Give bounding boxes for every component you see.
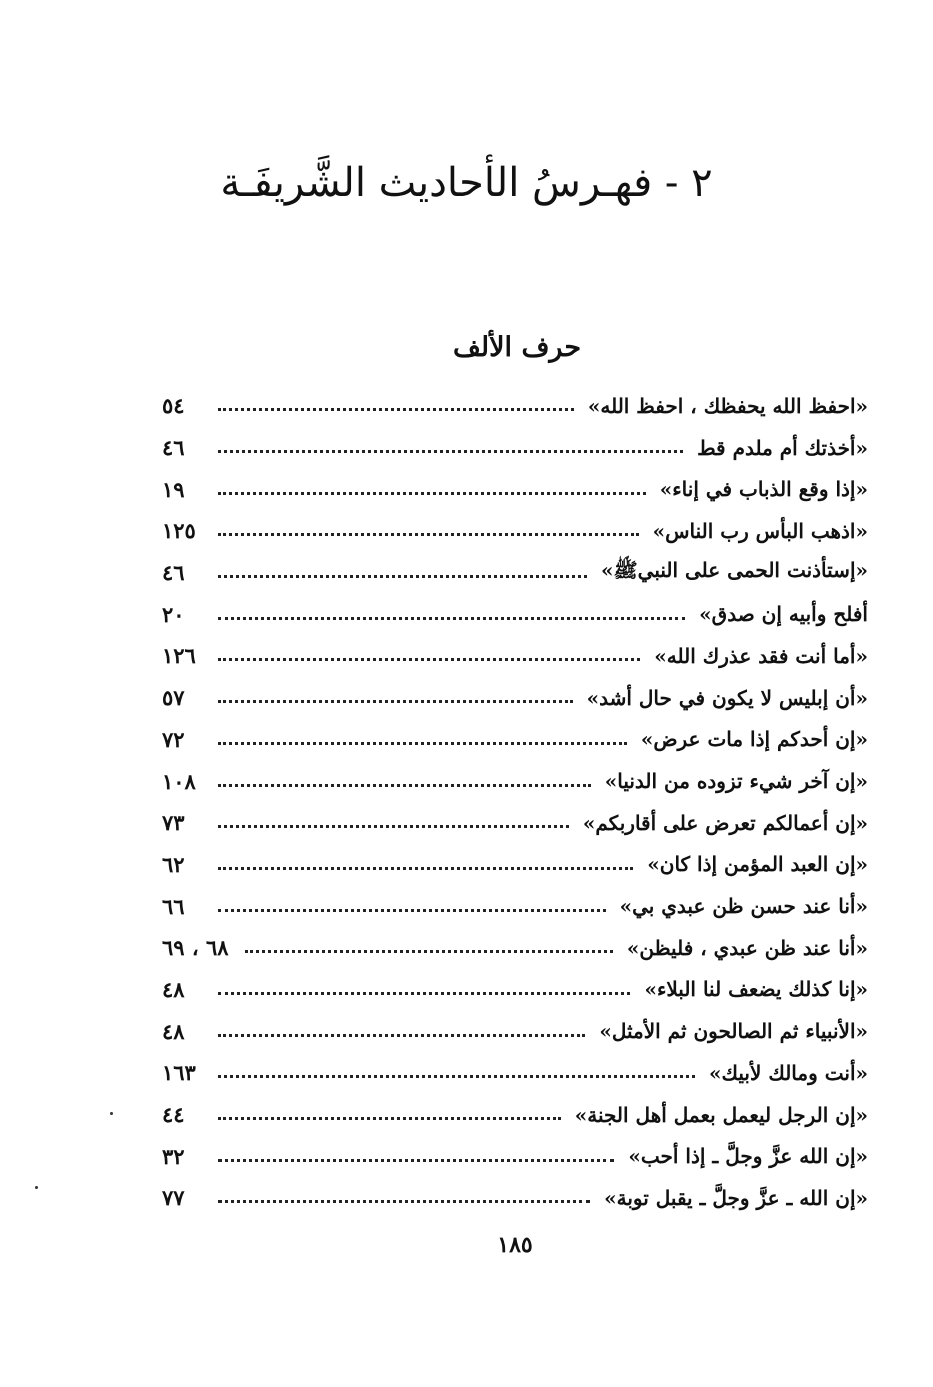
hadith-text: «إنا كذلك يضعف لنا البلاء» — [644, 977, 868, 1002]
section-heading: حرف الألف — [452, 332, 582, 363]
index-entry — [162, 1010, 868, 1052]
page-reference: ٧٢ — [162, 726, 185, 752]
index-entry — [162, 1052, 868, 1094]
dot-leader — [218, 492, 646, 495]
page-reference: ٦٢ — [162, 851, 185, 877]
page-reference: ٤٨ — [162, 1018, 185, 1044]
page-reference: ١٢٥ — [162, 518, 196, 544]
index-entry — [162, 510, 868, 552]
hadith-text: «أخذتك أم ملدم قط — [697, 435, 868, 460]
page-reference: ٤٦ — [162, 560, 185, 586]
page-reference: ١٢٦ — [162, 643, 196, 669]
index-entry — [162, 593, 868, 635]
index-entry — [162, 385, 868, 427]
hadith-text: «أما أنت فقد عذرك الله» — [654, 643, 868, 668]
hadith-text: أفلح وأبيه إن صدق» — [699, 602, 868, 627]
dot-leader — [218, 408, 574, 411]
dot-leader — [218, 617, 685, 620]
index-entry — [162, 427, 868, 469]
index-entry — [162, 760, 868, 802]
dot-leader — [218, 784, 591, 787]
dot-leader — [218, 742, 627, 745]
page-title: ٢ - فهـرسُ الأحاديث الشَّريفَـة — [220, 160, 713, 206]
hadith-text: «إن الله عزَّ وجلَّ ـ إذا أحب» — [628, 1144, 868, 1169]
dot-leader — [218, 533, 639, 536]
hadith-text: «إذا وقع الذباب في إناء» — [659, 477, 868, 502]
hadith-text: «أنا عند حسن ظن عبدي بي» — [619, 894, 868, 919]
page-reference: ٧٣ — [162, 810, 185, 836]
hadith-text: «إن العبد المؤمن إذا كان» — [647, 852, 868, 877]
hadith-text: «أنت ومالك لأبيك» — [709, 1060, 868, 1085]
dot-leader — [218, 825, 569, 828]
page-reference: ٣٢ — [162, 1143, 185, 1169]
hadith-text: «إن آخر شيء تزوده من الدنيا» — [604, 769, 868, 794]
dot-leader — [218, 575, 587, 578]
page-reference: ٤٦ — [162, 435, 185, 461]
index-entry — [162, 885, 868, 927]
hadith-text: «اذهب البأس رب الناس» — [652, 518, 868, 543]
hadith-text: «إن الله ـ عزَّ وجلَّ ـ يقبل توبة» — [604, 1185, 868, 1210]
hadith-text: «إن أعمالكم تعرض على أقاربكم» — [582, 810, 868, 835]
dot-leader — [218, 1200, 590, 1203]
index-entry — [162, 1094, 868, 1136]
hadith-text: «إن الرجل ليعمل بعمل أهل الجنة» — [574, 1102, 868, 1127]
index-entry — [162, 844, 868, 886]
index-entry — [162, 1135, 868, 1177]
page-reference: ١٦٣ — [162, 1060, 196, 1086]
hadith-text: «أن إبليس لا يكون في حال أشد» — [586, 685, 868, 710]
page-reference: ٢٠ — [162, 601, 185, 627]
dot-leader — [218, 1075, 695, 1078]
index-entry — [162, 468, 868, 510]
page-reference: ١٩ — [162, 476, 185, 502]
index-entry — [162, 552, 868, 594]
dot-leader — [218, 867, 633, 870]
page-reference: ٦٦ — [162, 893, 185, 919]
dot-leader — [218, 1034, 585, 1037]
scan-speck — [110, 1112, 113, 1115]
scan-speck — [35, 1186, 38, 1189]
index-entry — [162, 802, 868, 844]
dot-leader — [245, 950, 613, 953]
page-reference: ٥٤ — [162, 393, 185, 419]
page-reference: ١٠٨ — [162, 768, 196, 794]
dot-leader — [218, 1117, 561, 1120]
page-reference: ٤٨ — [162, 976, 185, 1002]
page-reference: ٥٧ — [162, 685, 185, 711]
index-entry — [162, 677, 868, 719]
index-entry — [162, 719, 868, 761]
hadith-text: «إستأذنت الحمى على النبيﷺ» — [600, 558, 868, 583]
dot-leader — [218, 700, 573, 703]
hadith-text: «احفظ الله يحفظك ، احفظ الله» — [587, 393, 868, 418]
hadith-index-list — [162, 385, 868, 1219]
page-reference: ٦٨ ، ٦٩ — [162, 935, 229, 961]
dot-leader — [218, 992, 630, 995]
index-entry — [162, 635, 868, 677]
page-reference: ٧٧ — [162, 1185, 185, 1211]
dot-leader — [218, 450, 683, 453]
dot-leader — [218, 909, 606, 912]
index-entry — [162, 1177, 868, 1219]
dot-leader — [218, 658, 640, 661]
hadith-text: «إن أحدكم إذا مات عرض» — [640, 727, 868, 752]
index-entry — [162, 969, 868, 1011]
dot-leader — [218, 1159, 614, 1162]
index-entry — [162, 927, 868, 969]
page-reference: ٤٤ — [162, 1102, 185, 1128]
page-number: ١٨٥ — [497, 1232, 533, 1258]
hadith-text: «أنا عند ظن عبدي ، فليظن» — [626, 935, 868, 960]
hadith-text: «الأنبياء ثم الصالحون ثم الأمثل» — [599, 1019, 868, 1044]
